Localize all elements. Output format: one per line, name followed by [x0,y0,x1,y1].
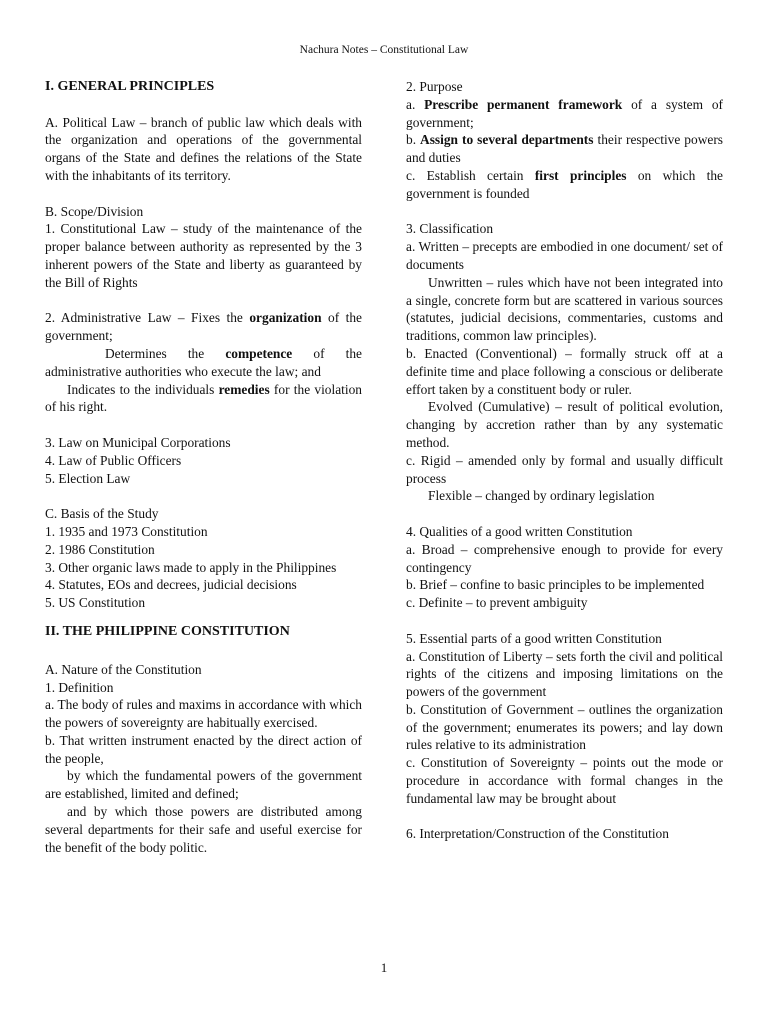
list-item-interpretation: 6. Interpretation/Construction of the Constitution [406,826,669,842]
list-item-1986: 2. 1986 Constitution [45,541,155,557]
purpose-b-pre: b. [406,132,421,148]
list-item-essential-parts: 5. Essential parts of a good written Constitution [406,630,662,646]
purpose-c-bold: first principles [534,167,627,183]
list-item-definition: 1. Definition [45,679,114,695]
admin-law-post: of the government; [45,310,362,344]
list-item-us-constitution: 5. US Constitution [45,595,146,611]
left-column [45,78,362,856]
competence-post: of the administrative authorities who execute the law; and [45,345,362,379]
quality-brief: b. Brief – confine to basic principles to be implemented [406,577,705,593]
purpose-c-pre: c. Establish certain [406,167,535,183]
definition-a: a. The body of rules and maxims in accordance with which the powers of sovereignty are habitually exercised. [45,697,362,731]
part-sovereignty: c. Constitution of Sovereignty – points out the mode or procedure in accordance with formal changes in the fundamental law may be brought about [406,755,723,806]
remedies-bold: remedies [218,381,270,397]
remedies-pre: Indicates to the individuals [67,381,219,397]
purpose-b [406,131,723,167]
competence-pre: Determines the [105,345,226,361]
classification-evolved: Evolved (Cumulative) – result of political evolution, changing by accretion rather than by any systematic method. [406,399,723,450]
classification-unwritten: Unwritten – rules which have not been integrated into a single, concrete form but are scattered in various sources (statutes, judicial decisions, commentaries, customs and traditions, common law principles). [406,274,723,344]
list-item-constitutional-law: 1. Constitutional Law – study of the maintenance of the proper balance between authority as represented by the 3 inherent powers of the State and liberty as guaranteed by the Bill of Rights [45,221,362,290]
right-column [406,78,723,843]
definition-b-powers: by which the fundamental powers of the government are established, limited and defined; [45,768,362,802]
purpose-a-bold: Prescribe permanent framework [424,96,623,112]
remedies-post: for the violation of his right. [45,381,363,415]
classification-flexible: Flexible – changed by ordinary legislation [428,488,655,504]
purpose-b-bold: Assign to several departments [420,132,594,148]
definition-b-distributed: and by which those powers are distributed among several departments for their safe and useful exercise for the benefit of the body politic. [45,804,362,855]
purpose-b-post: their respective powers and duties [406,132,723,166]
running-header: Nachura Notes – Constitutional Law [299,44,469,56]
purpose-a [406,96,723,132]
admin-law-remedies [45,381,362,417]
political-law-text: – branch of public law which deals with the organization and operations of the governmental organs of the State and defines the relations of the State with the inhabitants of its territory. [45,114,362,183]
paragraph-political-law [45,114,362,185]
list-item-administrative-law [45,309,362,345]
political-law-head: A. Political Law [45,114,136,130]
part-government: b. Constitution of Government – outlines the organization of the government; enumerates its powers; and lay down rules relative to its administration [406,701,723,753]
list-item-classification: 3. Classification [406,221,494,237]
list-item-public-officers: 4. Law of Public Officers [45,452,182,468]
admin-law-bold: organization [249,310,322,326]
quality-definite: c. Definite – to prevent ambiguity [406,595,588,611]
list-item-statutes: 4. Statutes, EOs and decrees, judicial decisions [45,577,297,593]
classification-written: a. Written – precepts are embodied in one document/ set of documents [406,239,723,272]
subheading-scope: B. Scope/Division [45,203,144,219]
classification-enacted: b. Enacted (Conventional) – formally struck off at a definite time and place following a conscious or deliberate effort taken by a constituent body or ruler. [406,345,723,397]
purpose-c-post: on which the government is founded [406,167,723,201]
admin-law-competence [45,345,362,381]
admin-law-pre: 2. Administrative Law – Fixes the [45,310,250,326]
competence-bold: competence [225,345,293,361]
list-item-qualities: 4. Qualities of a good written Constitution [406,523,633,539]
purpose-a-post: of a system of government; [406,96,724,130]
subheading-nature: A. Nature of the Constitution [45,661,202,677]
quality-broad: a. Broad – comprehensive enough to provide for every contingency [406,541,723,575]
section-heading-general-principles: I. GENERAL PRINCIPLES [45,79,215,94]
subheading-basis: C. Basis of the Study [45,506,159,522]
section-heading-philippine-constitution: II. THE PHILIPPINE CONSTITUTION [45,623,290,639]
purpose-a-pre: a. [406,96,425,112]
classification-rigid: c. Rigid – amended only by formal and usually difficult process [406,452,723,486]
list-item-municipal: 3. Law on Municipal Corporations [45,434,231,450]
list-item-purpose: 2. Purpose [406,79,463,94]
definition-b: b. That written instrument enacted by the direct action of the people, [45,732,362,766]
purpose-c [406,167,723,203]
list-item-election-law: 5. Election Law [45,470,131,486]
list-item-1935: 1. 1935 and 1973 Constitution [45,523,208,539]
list-item-organic-laws: 3. Other organic laws made to apply in the Philippines [45,559,337,575]
part-liberty: a. Constitution of Liberty – sets forth the civil and political rights of the citizens and imposing limitations on the powers of the government [406,648,723,700]
page-number: 1 [380,960,388,975]
